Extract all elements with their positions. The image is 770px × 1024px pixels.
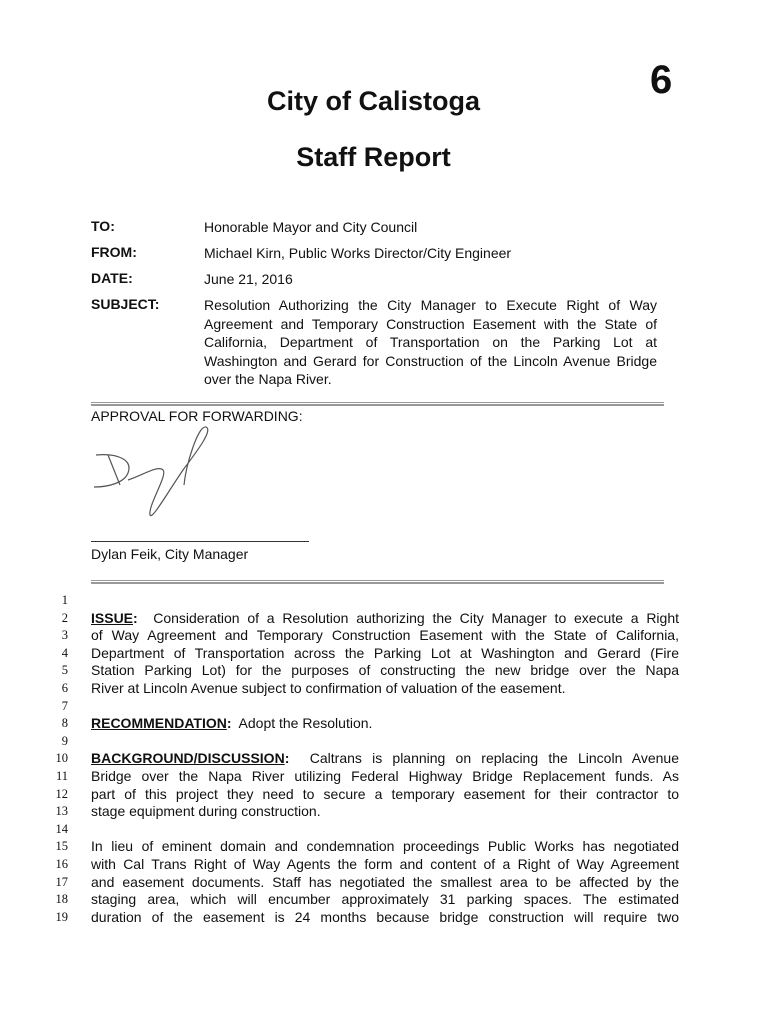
- signature-line: [91, 541, 309, 542]
- issue-line: Consideration of a Resolution authorizing the City Manager to execute a Right: [153, 609, 680, 626]
- page-number: 6: [650, 58, 673, 102]
- document-title: City of Calistoga: [266, 86, 481, 116]
- line-number: 1: [61, 593, 68, 607]
- subject-label: SUBJECT:: [91, 296, 160, 312]
- issue-line: Station Parking Lot) for the purposes of constructing the new bridge over the Napa: [91, 662, 679, 679]
- line-number: 3: [61, 628, 68, 643]
- discussion-line: duration of the easement is 24 months because bridge construction will require two: [91, 908, 679, 925]
- background-line: Bridge over the Napa River utilizing Federal Highway Bridge Replacement funds. As: [91, 767, 679, 784]
- divider-bottom: [91, 580, 664, 583]
- line-number: 18: [55, 892, 68, 907]
- discussion-section: [91, 838, 679, 926]
- signature-image: [88, 425, 218, 520]
- background-line: stage equipment during construction.: [91, 803, 321, 820]
- issue-heading: ISSUE: [91, 609, 134, 626]
- line-number: 13: [55, 804, 68, 819]
- line-number: 15: [55, 839, 68, 854]
- issue-line: River at Lincoln Avenue subject to confirmation of valuation of the easement.: [91, 679, 566, 696]
- line-number: 17: [55, 874, 68, 889]
- line-number: 9: [61, 733, 68, 748]
- from-value: Michael Kirn, Public Works Director/City Engineer: [204, 245, 512, 261]
- line-number: 11: [55, 768, 68, 783]
- discussion-line: In lieu of eminent domain and condemnation proceedings Public Works has negotiated: [91, 838, 679, 855]
- recommendation-section: RECOMMENDATION: Adopt the Resolution.: [91, 715, 373, 732]
- date-value: June 21, 2016: [204, 271, 293, 287]
- signer-name: Dylan Feik, City Manager: [91, 546, 249, 562]
- subject-value: Resolution Authorizing the City Manager to Execute Right of Way Agreement and Temporary Construction Easement with the State of California, Department of Transportation on the Parking Lot at Washington and Gerard for Construction of the Lincoln Avenue Bridge over the Napa River.: [204, 297, 657, 387]
- issue-line: of Way Agreement and Temporary Construction Easement with the State of California,: [91, 627, 679, 644]
- document-subtitle: Staff Report: [296, 142, 451, 172]
- background-section: BACKGROUND/DISCUSSION: Caltrans is planning on replacing the Lincoln Avenue Bridge over the Napa River utilizing Federal Highway Bridge Replacement funds. As part of this project they need to secure a temporary easement for their contractor to stage equipment during construction.: [91, 750, 680, 820]
- to-value: Honorable Mayor and City Council: [204, 219, 418, 235]
- recommendation-text: Adopt the Resolution.: [238, 715, 373, 732]
- line-number: 8: [61, 716, 68, 731]
- line-number: 16: [55, 856, 68, 871]
- divider-top: [91, 402, 664, 405]
- line-number: 6: [61, 680, 68, 695]
- discussion-line: with Cal Trans Right of Way Agents the form and content of a Right of Way Agreement: [91, 855, 679, 872]
- background-line: part of this project they need to secure a temporary easement for their contractor to: [91, 785, 679, 802]
- discussion-line: and easement documents. Staff has negotiated the smallest area to be affected by the: [91, 873, 679, 890]
- issue-section: ISSUE: Consideration of a Resolution authorizing the City Manager to execute a Right of Way Agreement and Temporary Construction Easement with the State of California, Department of Transportation across the Parking Lot at Washington and Gerard (Fire Station Parking Lot) for the purposes of constructing the new bridge over the Napa River at Lincoln Avenue subject to confirmation of valuation of the easement.: [91, 609, 680, 696]
- discussion-line: staging area, which will encumber approximately 31 parking spaces. The estimated: [91, 891, 679, 908]
- line-number: 19: [55, 909, 68, 924]
- background-line: Caltrans is planning on replacing the Lincoln Avenue: [309, 750, 680, 767]
- line-number: 14: [55, 821, 68, 836]
- line-number: 4: [61, 645, 68, 660]
- from-label: FROM:: [91, 244, 137, 260]
- line-number: 2: [61, 610, 68, 625]
- date-label: DATE:: [91, 270, 133, 286]
- line-number: 12: [55, 786, 68, 801]
- line-numbers: [44, 592, 68, 926]
- to-label: TO:: [91, 218, 115, 234]
- approval-label: APPROVAL FOR FORWARDING:: [91, 408, 303, 424]
- background-heading: BACKGROUND/DISCUSSION: [91, 750, 285, 767]
- line-number: 5: [61, 663, 68, 678]
- line-number: 7: [61, 698, 68, 713]
- issue-line: Department of Transportation across the Parking Lot at Washington and Gerard (Fire: [91, 644, 679, 661]
- recommendation-heading: RECOMMENDATION: [91, 715, 227, 732]
- line-number: 10: [55, 751, 68, 766]
